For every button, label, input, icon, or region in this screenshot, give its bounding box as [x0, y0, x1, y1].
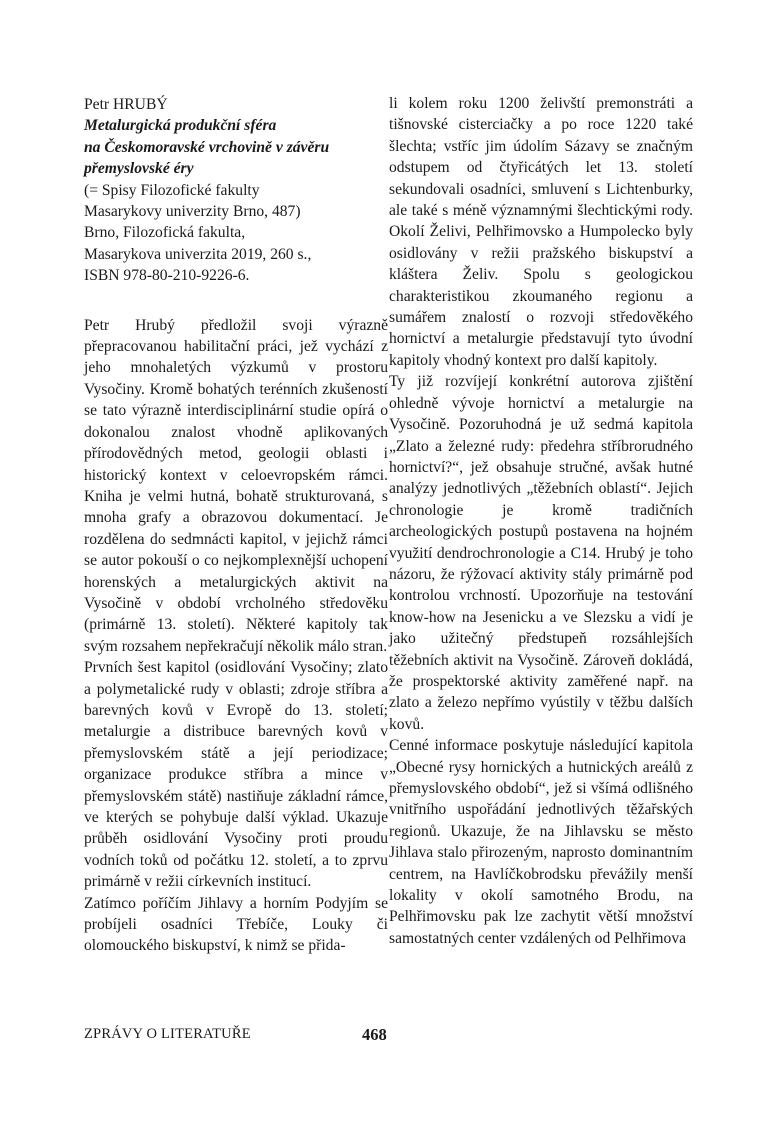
review-paragraph: Zatímco poříčím Jihlavy a horním Podyjím se probíjeli osadníci Třebíče, Louky či olomouckého biskupství, k nimž se přida-: [84, 894, 388, 955]
book-detail-line: ISBN 978-80-210-9226-6.: [84, 267, 250, 285]
review-author: Petr HRUBÝ: [84, 96, 168, 113]
review-paragraph: Petr Hrubý předložil svoji výrazně přepracovanou habilitační práci, jež vychází z jeho mnohaletých výzkumů v prostoru Vysočiny. Kromě bohatých terénních zkušeností se tato výrazně interdisciplinární studie opírá o dokonalou znalost vhodně aplikovaných přírodovědných metod, geologii oblasti i historický kontext v celoevropském rámci. Kniha je velmi hutná, bohatě strukturovaná, s mnoha grafy a obrazovou dokumentací. Je rozdělena do sedmnácti kapitol, v jejichž rámci se autor pokouší o co nejkomplexnější uchopení horenských a metalurgických aktivit na Vysočině v období vrcholného středověku (primárně 13. století). Některé kapitoly tak svým rozsahem nepřekračují několik málo stran.: [84, 316, 388, 655]
left-column: [84, 94, 388, 957]
book-title-line: přemyslovské éry: [84, 160, 194, 178]
book-detail-line: Masarykovy univerzity Brno, 487): [84, 203, 301, 221]
running-footer-section: ZPRÁVY O LITERATUŘE: [84, 1026, 251, 1042]
book-title-line: na Českomoravské vrchovině v závěru: [84, 138, 330, 156]
review-paragraph: Prvních šest kapitol (osidlování Vysočiny; zlato a polymetalické rudy v oblasti; zdroje stříbra a barevných kovů v Evropě do 13. století; metalurgie a distribuce barevných kovů v přemyslovském státě a její periodizace; organizace produkce stříbra a mince v přemyslovském státě) nastiňuje základní rámce, ve kterých se pohybuje další výklad. Ukazuje průběh osidlování Vysočiny proti proudu vodních toků od počátku 12. století, a to zprvu primárně v režii církevních institucí.: [84, 659, 388, 891]
right-column: [389, 93, 693, 949]
review-paragraph: Ty již rozvíjejí konkrétní autorova zjištění ohledně vývoje hornictví a metalurgie na Vysočině. Pozoruhodná je už sedmá kapitola „Zlato a železné rudy: předehra stříbrorudného hornictví?“, jež obsahuje stručné, avšak hutné analýzy jednotlivých „těžebních oblastí“. Jejich chronologie je kromě tradičních archeologických postupů postavena na hojném využití dendrochronologie a C14. Hrubý je toho názoru, že rýžovací aktivity stály primárně pod kontrolou vrchností. Upozorňuje na testování know-how na Jesenicku a ve Slezsku a vidí je jako užitečný předstupeň rozsáhlejších těžebních aktivit na Vysočině. Zároveň dokládá, že prospektorské aktivity zaměřené např. na zlato a železo nepřímo vyústily v těžbu dalších kovů.: [389, 373, 693, 733]
book-detail-line: Brno, Filozofická fakulta,: [84, 224, 246, 242]
book-detail-line: (= Spisy Filozofické fakulty: [84, 181, 260, 199]
review-paragraph: li kolem roku 1200 želivští premonstráti a tišnovské cisterciačky a po roce 1220 také šlechta; vstříc jim údolím Sázavy se značným odstupem od čtyřicátých let 13. století sekundovali osadníci, smluvení s Lichtenburky, ale také s méně významnými šlechtickými rody. Okolí Želivi, Pelhřimovsko a Humpolecko byly osidlovány v režii pražského biskupství a kláštera Želiv. Spolu s geologickou charakteristikou zkoumaného regionu a sumářem znalostí o rozvoji středověkého hornictví a metalurgie představují tyto úvodní kapitoly vhodný kontext pro další kapitoly.: [389, 95, 693, 369]
book-reference: [84, 94, 388, 287]
page-number: 468: [362, 1025, 387, 1044]
review-paragraph: Cenné informace poskytuje následující kapitola „Obecné rysy hornických a hutnických areálů z přemyslovského období“, jež si všímá odlišného vnitřního uspořádání jednotlivých těžařských regionů. Ukazuje, že na Jihlavsku se město Jihlava stalo přirozeným, naprosto dominantním centrem, na Havlíčkobrodsku převážily menší lokality v okolí samotného Brodu, na Pelhřimovsku pak lze zachytit větší množství samostatných center vzdálených od Pelhřimova: [389, 737, 693, 947]
book-title-line: Metalurgická produkční sféra: [84, 117, 277, 135]
book-detail-line: Masarykova univerzita 2019, 260 s.,: [84, 245, 312, 263]
